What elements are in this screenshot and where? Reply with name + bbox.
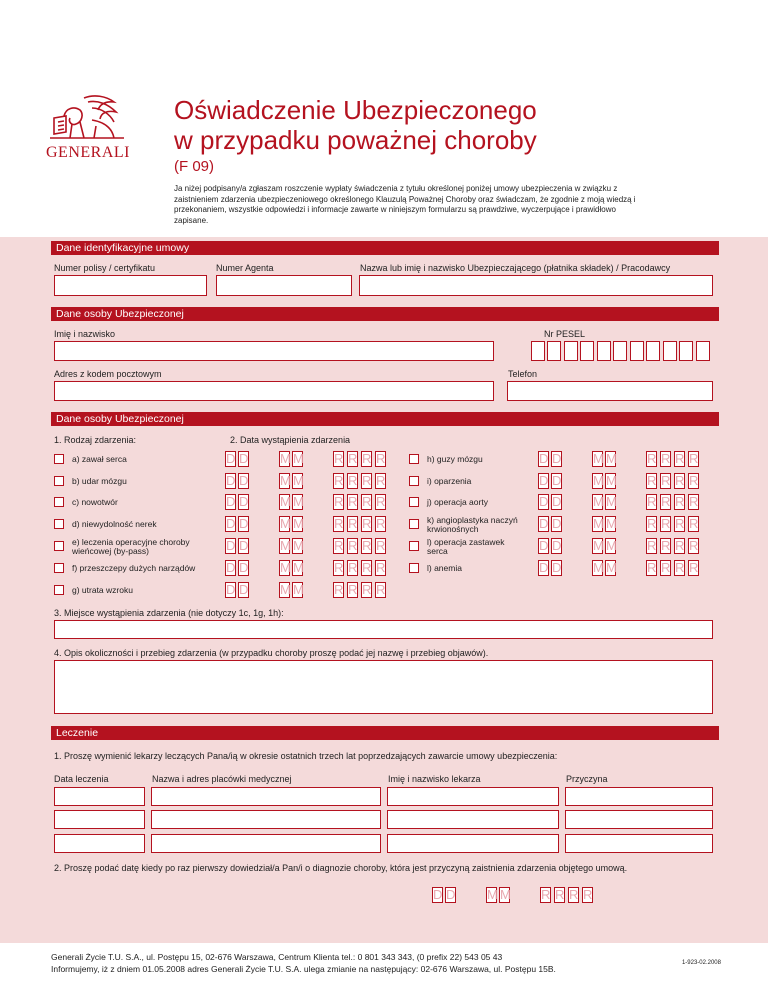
event-checkbox[interactable] — [409, 563, 419, 573]
brand-name: GENERALI — [46, 144, 130, 161]
doctor-field[interactable] — [387, 810, 559, 829]
date-digit-box[interactable]: R — [647, 538, 657, 553]
date-digit-box[interactable]: R — [348, 494, 358, 509]
footer-address: Generali Życie T.U. S.A., ul. Postępu 15, 02-676 Warszawa, Centrum Klienta tel.: 0 801 343 343, (0 prefix 22) 543 05 43 — [51, 952, 503, 962]
date-digit-box[interactable]: M — [593, 473, 604, 488]
date-digit-box[interactable]: M — [500, 887, 511, 902]
doctor-field[interactable] — [387, 834, 559, 853]
diagnosis-date-label: 2. Proszę podać datę kiedy po raz pierwszy dowiedział/a Pan/i o diagnozie choroby, która jest przyczyną zaistnienia zdarzenia objętego umową. — [54, 863, 628, 873]
date-digit-box[interactable]: R — [362, 494, 372, 509]
date-digit-box[interactable]: R — [376, 538, 386, 553]
event-checkbox[interactable] — [409, 476, 419, 486]
event-description-label: 4. Opis okoliczności i przebieg zdarzenia (w przypadku choroby proszę podać jej nazwę i przebieg objawów). — [54, 648, 489, 658]
doctors-label: 1. Proszę wymienić lekarzy leczących Pana/ią w okresie ostatnich trzech lat poprzedzających zawarcie umowy ubezpieczenia: — [54, 751, 558, 761]
event-date-label: 2. Data wystąpienia zdarzenia — [230, 435, 351, 445]
date-digit-box[interactable]: R — [675, 516, 685, 531]
date-digit-box[interactable]: R — [569, 887, 579, 902]
event-checkbox[interactable] — [54, 541, 64, 551]
date-digit-box[interactable]: M — [293, 451, 304, 466]
date-digit-box[interactable]: R — [376, 473, 386, 488]
event-checkbox[interactable] — [409, 454, 419, 464]
event-place-label: 3. Miejsce wystąpienia zdarzenia (nie dotyczy 1c, 1g, 1h): — [54, 608, 284, 618]
section-treatment-title: Leczenie — [51, 726, 719, 740]
date-digit-box[interactable]: D — [239, 560, 249, 575]
date-digit-box[interactable]: R — [689, 451, 699, 466]
date-digit-box[interactable]: M — [280, 451, 291, 466]
event-checkbox[interactable] — [54, 454, 64, 464]
date-digit-box[interactable]: R — [334, 451, 344, 466]
date-digit-box[interactable]: D — [226, 473, 236, 488]
date-digit-box[interactable]: D — [239, 494, 249, 509]
full-name-label: Imię i nazwisko — [54, 329, 116, 339]
insurer-name-label: Nazwa lub imię i nazwisko Ubezpieczającego (płatnika składek) / Pracodawcy — [360, 263, 671, 273]
agent-number-field[interactable] — [216, 275, 352, 296]
date-digit-box[interactable]: R — [348, 582, 358, 597]
date-digit-box[interactable]: R — [661, 538, 671, 553]
date-digit-box[interactable]: D — [433, 887, 443, 902]
date-digit-box[interactable]: D — [226, 516, 236, 531]
date-digit-box[interactable]: R — [555, 887, 565, 902]
reason-field[interactable] — [565, 834, 713, 853]
date-digit-box[interactable]: R — [661, 451, 671, 466]
facility-field[interactable] — [151, 810, 381, 829]
date-digit-box[interactable]: M — [593, 516, 604, 531]
date-digit-box[interactable]: R — [541, 887, 551, 902]
date-digit-box[interactable]: R — [661, 473, 671, 488]
date-digit-box[interactable]: R — [647, 494, 657, 509]
date-digit-box[interactable]: R — [675, 560, 685, 575]
date-digit-box[interactable]: R — [376, 560, 386, 575]
address-label: Adres z kodem pocztowym — [54, 369, 162, 379]
column-reason: Przyczyna — [566, 774, 608, 784]
date-digit-box[interactable]: R — [376, 451, 386, 466]
footer — [51, 951, 556, 975]
document-code: 1-923-02.2008 — [681, 960, 721, 966]
date-digit-box[interactable]: R — [362, 538, 372, 553]
page-title-line1: Oświadczenie Ubezpieczonego — [174, 95, 537, 125]
date-digit-box[interactable]: D — [552, 451, 562, 466]
event-checkbox[interactable] — [54, 519, 64, 529]
date-digit-box[interactable]: D — [239, 451, 249, 466]
date-digit-box[interactable]: D — [539, 538, 549, 553]
date-digit-box[interactable]: M — [606, 451, 617, 466]
pesel-label: Nr PESEL — [544, 329, 586, 339]
event-checkbox[interactable] — [54, 563, 64, 573]
date-digit-box[interactable]: D — [539, 516, 549, 531]
date-digit-box[interactable]: M — [606, 538, 617, 553]
date-digit-box[interactable]: R — [334, 494, 344, 509]
date-digit-box[interactable]: R — [334, 538, 344, 553]
date-digit-box[interactable]: R — [348, 538, 358, 553]
date-digit-box[interactable]: M — [593, 538, 604, 553]
event-option-label: a) zawał serca — [72, 454, 127, 464]
date-digit-box[interactable]: D — [226, 494, 236, 509]
date-digit-box[interactable]: M — [280, 582, 291, 597]
event-place-field[interactable] — [54, 620, 713, 639]
date-digit-box[interactable]: D — [552, 560, 562, 575]
date-digit-box[interactable]: R — [675, 538, 685, 553]
event-checkbox[interactable] — [409, 541, 419, 551]
date-digit-box[interactable]: M — [606, 516, 617, 531]
treatment-date-field[interactable] — [54, 834, 145, 853]
date-digit-box[interactable]: D — [226, 560, 236, 575]
date-digit-box[interactable]: D — [226, 451, 236, 466]
event-checkbox[interactable] — [54, 497, 64, 507]
event-checkbox[interactable] — [54, 585, 64, 595]
date-digit-box[interactable]: D — [239, 582, 249, 597]
pesel-field[interactable] — [531, 341, 711, 361]
section-contract-title: Dane identyfikacyjne umowy — [51, 241, 719, 255]
event-option-label: j) operacja aorty — [427, 497, 488, 507]
date-digit-box[interactable]: R — [334, 516, 344, 531]
date-digit-box[interactable]: M — [280, 494, 291, 509]
date-digit-box[interactable]: R — [362, 473, 372, 488]
section-event-title: Dane osoby Ubezpieczonej — [51, 412, 719, 426]
column-facility: Nazwa i adres placówki medycznej — [152, 774, 292, 784]
date-digit-box[interactable]: M — [593, 560, 604, 575]
date-digit-box[interactable]: D — [239, 516, 249, 531]
date-digit-box[interactable]: D — [239, 473, 249, 488]
date-digit-box[interactable]: R — [675, 494, 685, 509]
page-title-line2: w przypadku poważnej choroby — [174, 125, 537, 155]
date-digit-box[interactable]: R — [675, 473, 685, 488]
event-option-label: h) guzy mózgu — [427, 454, 483, 464]
date-digit-box[interactable]: M — [280, 473, 291, 488]
footer-notice: Informujemy, iż z dniem 01.05.2008 adres Generali Życie T.U. S.A. ulega zmianie na następujący: 02-676 Warszawa, ul. Postępu 15B. — [51, 964, 556, 974]
date-digit-box[interactable]: R — [689, 538, 699, 553]
date-digit-box[interactable]: R — [647, 451, 657, 466]
date-digit-box[interactable]: M — [606, 473, 617, 488]
reason-field[interactable] — [565, 787, 713, 806]
agent-number-label: Numer Agenta — [216, 263, 274, 273]
address-field[interactable] — [54, 381, 494, 401]
section-insured-title: Dane osoby Ubezpieczonej — [51, 307, 719, 321]
date-digit-box[interactable]: M — [293, 494, 304, 509]
date-digit-box[interactable]: M — [593, 494, 604, 509]
date-digit-box[interactable]: D — [539, 451, 549, 466]
date-digit-box[interactable]: M — [293, 560, 304, 575]
policy-number-field[interactable] — [54, 275, 207, 296]
date-digit-box[interactable]: R — [675, 451, 685, 466]
event-option-label: c) nowotwór — [72, 497, 118, 507]
event-option-label: b) udar mózgu — [72, 476, 127, 486]
date-digit-box[interactable]: R — [647, 516, 657, 531]
event-description-field[interactable] — [54, 660, 713, 714]
date-digit-box[interactable]: D — [539, 560, 549, 575]
date-digit-box[interactable]: D — [552, 538, 562, 553]
event-option-label: g) utrata wzroku — [72, 585, 133, 595]
date-digit-box[interactable]: D — [552, 494, 562, 509]
event-option-label: i) oparzenia — [427, 476, 472, 486]
policy-number-label: Numer polisy / certyfikatu — [54, 263, 156, 273]
insurer-name-field[interactable] — [359, 275, 713, 296]
facility-field[interactable] — [151, 787, 381, 806]
date-digit-box[interactable]: D — [539, 494, 549, 509]
date-digit-box[interactable]: M — [293, 473, 304, 488]
event-option-label: d) niewydolność nerek — [72, 519, 157, 529]
date-digit-box[interactable]: M — [606, 494, 617, 509]
facility-field[interactable] — [151, 834, 381, 853]
date-digit-box[interactable]: R — [647, 473, 657, 488]
date-digit-box[interactable]: R — [376, 494, 386, 509]
date-digit-box[interactable]: R — [362, 560, 372, 575]
event-checkbox[interactable] — [409, 497, 419, 507]
form-code: (F 09) — [174, 158, 215, 175]
date-digit-box[interactable]: R — [362, 516, 372, 531]
treatment-date-field[interactable] — [54, 810, 145, 829]
date-digit-box[interactable]: M — [593, 451, 604, 466]
date-digit-box[interactable]: R — [689, 494, 699, 509]
lion-icon — [44, 92, 134, 144]
event-type-label: 1. Rodzaj zdarzenia: — [54, 435, 137, 445]
intro-text: Ja niżej podpisany/a zgłaszam roszczenie wypłaty świadczenia z tytułu określonej poniżej umowy ubezpieczenia w związku z zaistnieniem zdarzenia ubezpieczeniowego określonego Klauzulą Poważnej Choroby oraz świadczam, że zgodnie z moją wiedzą i przekonaniem, wszystkie odpowiedzi i informacje zawarte w niniejszym formularzu są prawdziwe, wyczerpujące i prawidłowo zapisane. — [174, 184, 636, 225]
full-name-field[interactable] — [54, 341, 494, 361]
date-digit-box[interactable]: R — [661, 494, 671, 509]
date-digit-box[interactable]: M — [293, 538, 304, 553]
date-digit-box[interactable]: R — [348, 560, 358, 575]
treatment-date-field[interactable] — [54, 787, 145, 806]
date-digit-box[interactable]: D — [552, 516, 562, 531]
event-option-label: f) przeszczepy dużych narządów — [72, 563, 196, 573]
event-option-label: k) angioplastyka naczyń krwionośnych — [427, 515, 518, 534]
date-digit-box[interactable]: R — [583, 887, 593, 902]
date-digit-box[interactable]: M — [280, 560, 291, 575]
date-digit-box[interactable]: R — [376, 582, 386, 597]
event-checkbox[interactable] — [409, 519, 419, 529]
column-treatment-date: Data leczenia — [54, 774, 109, 784]
phone-label: Telefon — [508, 369, 538, 379]
date-digit-box[interactable]: R — [661, 516, 671, 531]
date-digit-box[interactable]: R — [362, 451, 372, 466]
event-option-label: e) leczenia operacyjne choroby wieńcowej (by-pass) — [72, 537, 190, 556]
date-digit-box[interactable]: R — [334, 560, 344, 575]
generali-logo — [44, 92, 134, 162]
date-digit-box[interactable]: R — [334, 473, 344, 488]
event-option-label: l) anemia — [427, 563, 462, 573]
event-checkbox[interactable] — [54, 476, 64, 486]
date-digit-box[interactable]: R — [348, 473, 358, 488]
date-digit-box[interactable]: M — [293, 516, 304, 531]
date-digit-box[interactable]: D — [239, 538, 249, 553]
date-digit-box[interactable]: M — [280, 538, 291, 553]
date-digit-box[interactable]: D — [226, 582, 236, 597]
column-doctor: Imię i nazwisko lekarza — [388, 774, 481, 784]
date-digit-box[interactable]: R — [362, 582, 372, 597]
date-digit-box[interactable]: D — [226, 538, 236, 553]
date-digit-box[interactable]: M — [606, 560, 617, 575]
reason-field[interactable] — [565, 810, 713, 829]
doctor-field[interactable] — [387, 787, 559, 806]
date-digit-box[interactable]: R — [689, 516, 699, 531]
date-digit-box[interactable]: R — [647, 560, 657, 575]
date-digit-box[interactable]: M — [280, 516, 291, 531]
date-digit-box[interactable]: D — [539, 473, 549, 488]
date-digit-box[interactable]: R — [348, 516, 358, 531]
date-digit-box[interactable]: R — [661, 560, 671, 575]
date-digit-box[interactable]: R — [334, 582, 344, 597]
phone-field[interactable] — [507, 381, 713, 401]
date-digit-box[interactable]: R — [376, 516, 386, 531]
date-digit-box[interactable]: R — [348, 451, 358, 466]
date-digit-box[interactable]: M — [487, 887, 498, 902]
date-digit-box[interactable]: R — [689, 473, 699, 488]
date-digit-box[interactable]: M — [293, 582, 304, 597]
date-digit-box[interactable]: R — [689, 560, 699, 575]
event-option-label: l) operacja zastawek serca — [427, 537, 505, 556]
date-digit-box[interactable]: D — [446, 887, 456, 902]
date-digit-box[interactable]: D — [552, 473, 562, 488]
